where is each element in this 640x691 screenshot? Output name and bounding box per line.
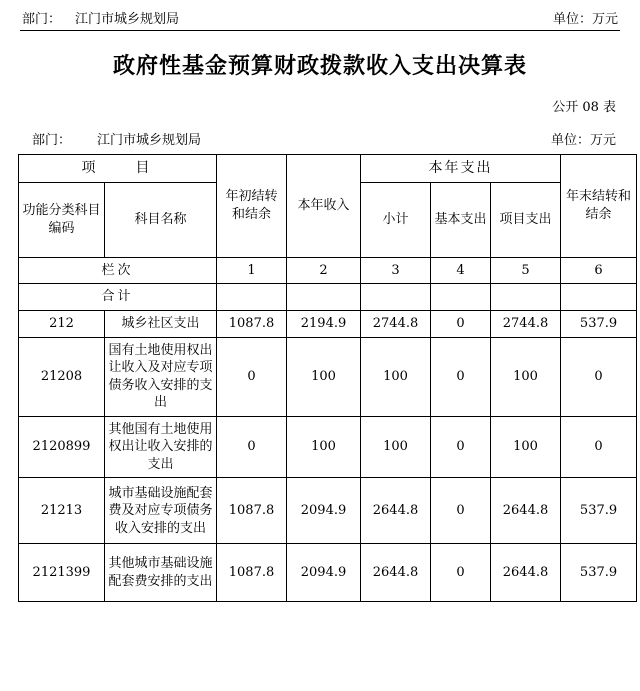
page-title: 政府性基金预算财政拨款收入支出决算表	[112, 53, 527, 79]
budget-table	[18, 154, 637, 602]
total-end-balance	[561, 284, 637, 311]
row-end-balance: 0	[561, 337, 637, 416]
table-row	[19, 310, 637, 337]
form-number: 公开 08 表	[552, 100, 616, 115]
row-begin-balance: 1087.8	[217, 544, 287, 602]
row-subject-name: 城乡社区支出	[105, 310, 217, 337]
column-number-3: 3	[361, 257, 431, 284]
header-basic: 基本支出	[431, 182, 491, 257]
page-header	[18, 0, 622, 30]
header-end-balance: 年末结转和结余	[561, 155, 637, 258]
total-begin-balance	[217, 284, 287, 311]
row-subject-name: 国有土地使用权出让收入及对应专项债务收入安排的支出	[105, 337, 217, 416]
row-begin-balance: 0	[217, 337, 287, 416]
total-year-income	[287, 284, 361, 311]
column-number-label: 栏次	[19, 257, 217, 284]
header-unit: 单位：万元	[552, 12, 618, 27]
meta-department	[32, 129, 201, 148]
total-project	[491, 284, 561, 311]
row-subtotal: 2744.8	[361, 310, 431, 337]
total-subtotal	[361, 284, 431, 311]
header-item-group: 项 目	[19, 155, 217, 183]
row-year-income: 2094.9	[287, 544, 361, 602]
row-code: 2121399	[19, 544, 105, 602]
row-code: 21213	[19, 478, 105, 544]
row-begin-balance: 1087.8	[217, 310, 287, 337]
header-subtotal: 小计	[361, 182, 431, 257]
column-number-6: 6	[561, 257, 637, 284]
meta-unit: 单位：万元	[550, 133, 616, 148]
row-code: 212	[19, 310, 105, 337]
row-subject-name: 城市基础设施配套费及对应专项债务收入安排的支出	[105, 478, 217, 544]
meta-department-label: 部门：	[32, 133, 72, 148]
row-subject-name: 其他国有土地使用权出让收入安排的支出	[105, 416, 217, 478]
row-subject-name: 其他城市基础设施配套费安排的支出	[105, 544, 217, 602]
header-begin-balance: 年初结转和结余	[217, 155, 287, 258]
row-subtotal: 100	[361, 337, 431, 416]
column-number-4: 4	[431, 257, 491, 284]
row-begin-balance: 0	[217, 416, 287, 478]
row-year-income: 2194.9	[287, 310, 361, 337]
table-row	[19, 416, 637, 478]
row-project: 100	[491, 337, 561, 416]
row-year-income: 100	[287, 337, 361, 416]
row-project: 2644.8	[491, 478, 561, 544]
row-begin-balance: 1087.8	[217, 478, 287, 544]
header-divider	[20, 30, 620, 31]
row-basic: 0	[431, 310, 491, 337]
table-header-row-1	[19, 155, 637, 183]
row-year-income: 100	[287, 416, 361, 478]
row-basic: 0	[431, 478, 491, 544]
table-row-column-numbers	[19, 257, 637, 284]
column-number-1: 1	[217, 257, 287, 284]
column-number-5: 5	[491, 257, 561, 284]
row-basic: 0	[431, 416, 491, 478]
header-code: 功能分类科目编码	[19, 182, 105, 257]
row-project: 100	[491, 416, 561, 478]
row-subtotal: 2644.8	[361, 544, 431, 602]
column-number-2: 2	[287, 257, 361, 284]
header-department-value: 江门市城乡规划局	[75, 12, 180, 27]
table-row-total	[19, 284, 637, 311]
header-subject-name: 科目名称	[105, 182, 217, 257]
row-year-income: 2094.9	[287, 478, 361, 544]
meta-row	[18, 129, 622, 148]
row-project: 2744.8	[491, 310, 561, 337]
total-label: 合计	[19, 284, 217, 311]
table-row	[19, 478, 637, 544]
row-code: 2120899	[19, 416, 105, 478]
table-row	[19, 544, 637, 602]
header-project: 项目支出	[491, 182, 561, 257]
row-end-balance: 537.9	[561, 544, 637, 602]
header-department	[22, 8, 179, 27]
row-code: 21208	[19, 337, 105, 416]
meta-department-value: 江门市城乡规划局	[97, 133, 202, 148]
row-end-balance: 537.9	[561, 310, 637, 337]
row-subtotal: 2644.8	[361, 478, 431, 544]
row-basic: 0	[431, 337, 491, 416]
row-project: 2644.8	[491, 544, 561, 602]
total-basic	[431, 284, 491, 311]
row-end-balance: 537.9	[561, 478, 637, 544]
header-year-income: 本年收入	[287, 155, 361, 258]
row-end-balance: 0	[561, 416, 637, 478]
header-department-label: 部门：	[22, 12, 62, 27]
row-subtotal: 100	[361, 416, 431, 478]
header-expenditure-group: 本年支出	[361, 155, 561, 183]
table-row	[19, 337, 637, 416]
row-basic: 0	[431, 544, 491, 602]
